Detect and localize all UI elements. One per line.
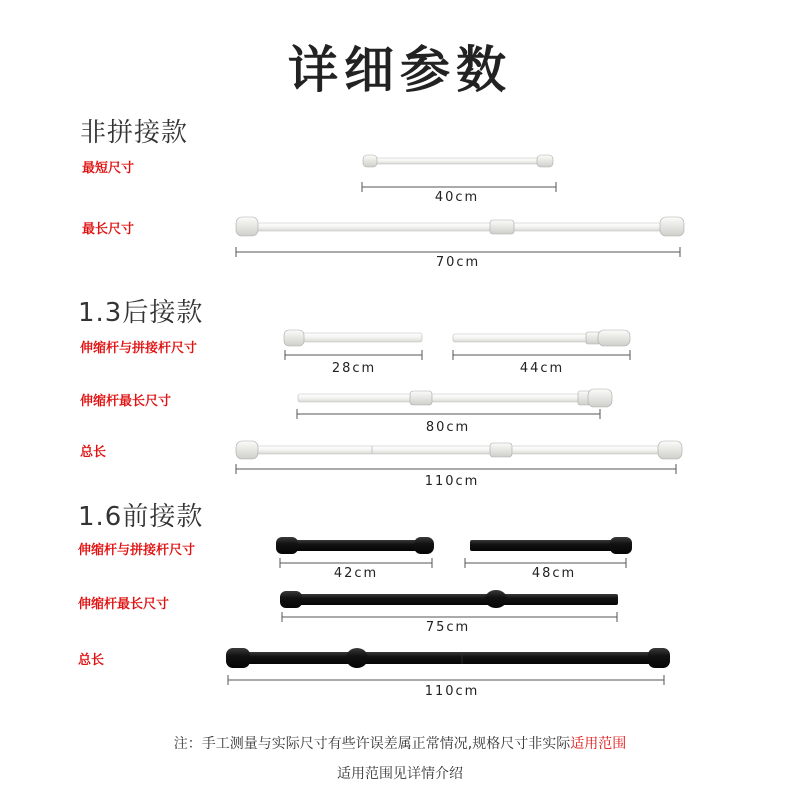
white-rod-shortest: [363, 155, 553, 167]
dim-text-70cm: 70cm: [435, 255, 481, 270]
section-title-front-joint: 1.6前接款: [78, 502, 204, 532]
dim-text-44cm: 44cm: [519, 361, 565, 376]
note-line-2: 适用范围见详情介绍: [337, 766, 463, 782]
black-rod-telescopic-48: [470, 537, 632, 554]
label-rod-max-size-1: 伸缩杆最长尺寸: [80, 394, 172, 409]
dimension-line-28cm: [285, 350, 422, 360]
dim-text-80cm: 80cm: [425, 420, 471, 435]
dim-text-75cm: 75cm: [425, 620, 471, 635]
page-title: 详细参数: [288, 41, 512, 99]
dim-text-28cm: 28cm: [331, 361, 377, 376]
dim-text-42cm: 42cm: [333, 566, 379, 581]
label-rod-max-size-2: 伸缩杆最长尺寸: [78, 597, 170, 612]
white-rod-telescopic-44: [453, 330, 630, 346]
label-rod-and-splice-size-2: 伸缩杆与拼接杆尺寸: [78, 543, 196, 558]
dim-text-110cm-a: 110cm: [424, 474, 480, 489]
note-line-1: [0, 733, 800, 753]
black-rod-splice-42: [276, 537, 434, 554]
label-total-length-2: 总长: [78, 653, 105, 668]
dimension-line-110cm-a: [236, 464, 676, 474]
white-rod-max-80: [298, 389, 612, 407]
dim-text-110cm-b: 110cm: [424, 684, 480, 699]
label-shortest-size: 最短尺寸: [82, 161, 135, 176]
section-title-back-joint: 1.3后接款: [78, 298, 204, 328]
section-title-non-spliced: 非拼接款: [80, 118, 189, 148]
dimension-line-44cm: [453, 350, 630, 360]
note-line-1-text: 注：手工测量与实际尺寸有些许误差属正常情况,规格尺寸非实际: [173, 736, 571, 752]
dim-text-48cm: 48cm: [531, 566, 577, 581]
dimension-line-80cm: [297, 409, 600, 419]
black-rod-total-110: [226, 648, 670, 668]
label-rod-and-splice-size-1: 伸缩杆与拼接杆尺寸: [80, 341, 198, 356]
white-rod-splice-28: [284, 330, 422, 346]
dim-text-40cm: 40cm: [434, 190, 480, 205]
label-longest-size: 最长尺寸: [82, 222, 135, 237]
white-rod-longest: [236, 217, 684, 236]
note-line-1-highlight: 适用范围: [570, 736, 627, 752]
label-total-length-1: 总长: [80, 445, 107, 460]
white-rod-total-110: [236, 441, 682, 459]
black-rod-max-75: [280, 590, 618, 608]
